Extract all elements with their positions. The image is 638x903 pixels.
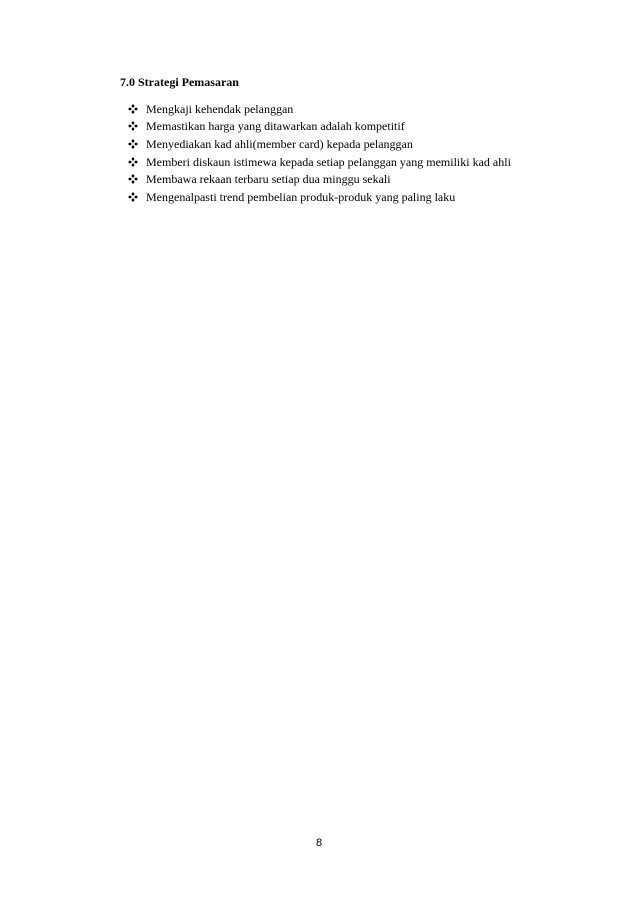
list-item (128, 118, 511, 136)
list-item (128, 170, 511, 188)
four-diamond-bullet-icon (128, 157, 138, 167)
list-item (128, 135, 511, 153)
list-item (128, 153, 511, 171)
list-item-text: Mengkaji kehendak pelanggan (146, 101, 294, 116)
list-item (128, 100, 511, 118)
four-diamond-bullet-icon (128, 139, 138, 149)
list-item (128, 188, 511, 206)
section-title: 7.0 Strategi Pemasaran (120, 75, 239, 89)
four-diamond-bullet-icon (128, 174, 138, 184)
four-diamond-bullet-icon (128, 104, 138, 114)
list-item-text: Menyediakan kad ahli(member card) kepada pelanggan (146, 136, 413, 151)
list-item-text: Mengenalpasti trend pembelian produk-produk yang paling laku (146, 189, 456, 204)
list-item-text: Memberi diskaun istimewa kepada setiap pelanggan yang memiliki kad ahli (146, 154, 511, 169)
list-item-text: Membawa rekaan terbaru setiap dua minggu sekali (146, 172, 391, 187)
page-number: 8 (315, 837, 323, 849)
four-diamond-bullet-icon (128, 192, 138, 202)
four-diamond-bullet-icon (128, 121, 138, 131)
list-item-text: Memastikan harga yang ditawarkan adalah kompetitif (146, 119, 405, 134)
strategy-list (128, 100, 511, 206)
